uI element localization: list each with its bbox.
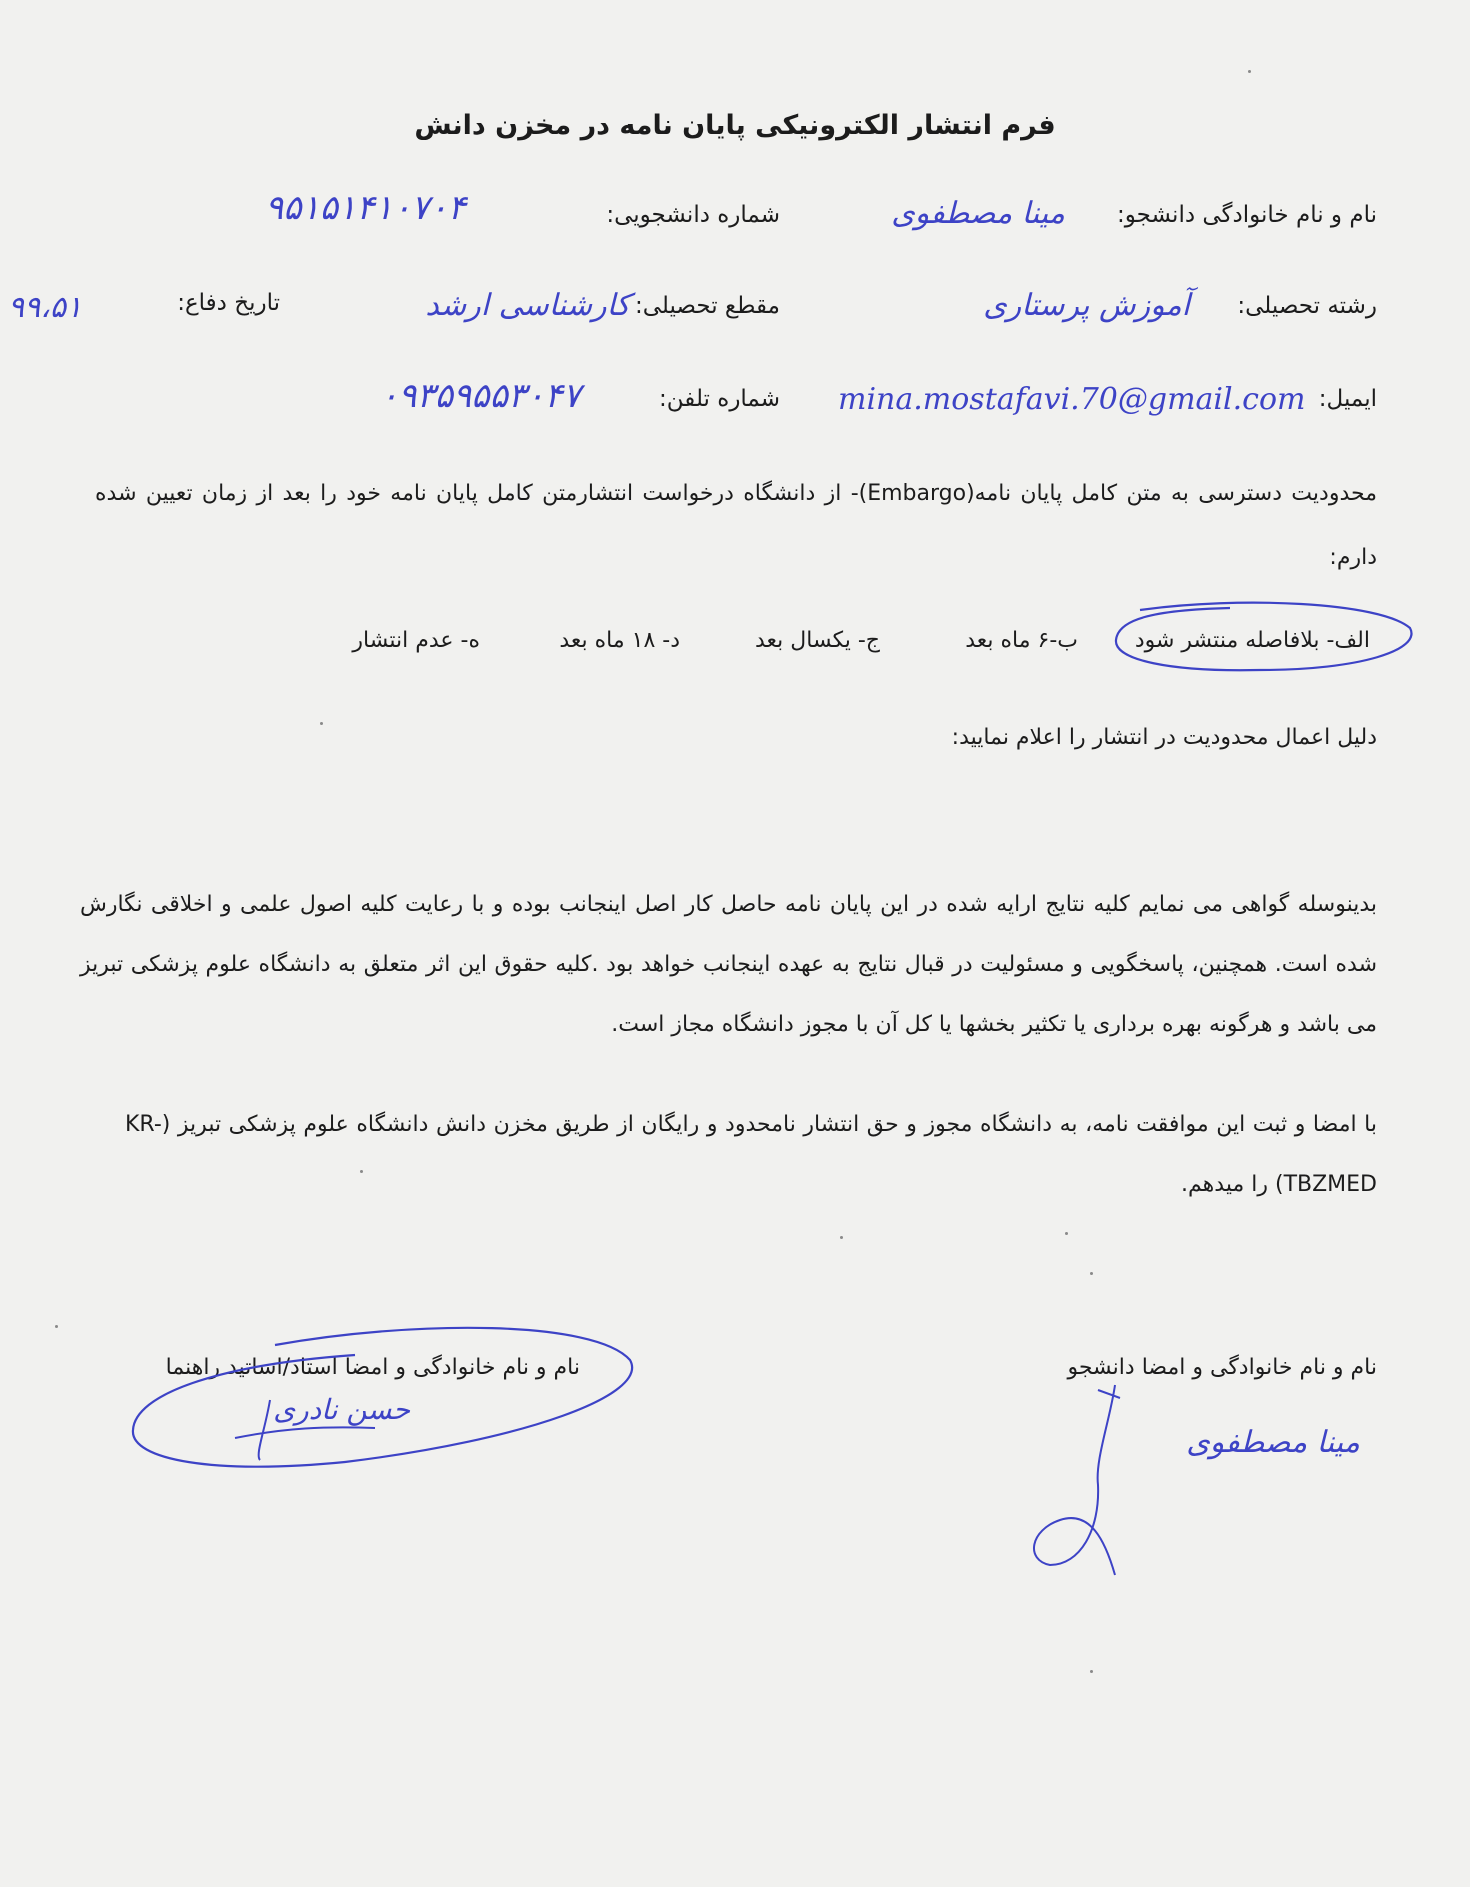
defense-date-value: ۹۹،۵۱ bbox=[8, 290, 83, 325]
student-name-field bbox=[1117, 202, 1377, 228]
student-signature-label: نام و نام خانوادگی و امضا دانشجو bbox=[1067, 1355, 1377, 1380]
degree-label: مقطع تحصیلی: bbox=[634, 293, 780, 319]
degree-value: کارشناسی ارشد bbox=[425, 288, 630, 323]
email-value: mina.mostafavi.70@gmail.com bbox=[838, 382, 1306, 417]
embargo-option-e[interactable]: ه- عدم انتشار bbox=[352, 628, 480, 653]
major-value: آموزش پرستاری bbox=[983, 288, 1190, 323]
embargo-text: محدودیت دسترسی به متن کامل پایان نامه(Embargo)- از دانشگاه درخواست انتشارمتن کامل پایان نامه خود را بعد از زمان تعیین شده دارم: bbox=[95, 481, 1377, 570]
advisor-signature-label: نام و نام خانوادگی و امضا استاد/اساتید راهنما bbox=[165, 1355, 580, 1380]
student-signature-name: مینا مصطفوی bbox=[1186, 1425, 1360, 1460]
form-title: فرم انتشار الکترونیکی پایان نامه در مخزن دانش bbox=[414, 110, 1056, 141]
embargo-option-c[interactable]: ج- یکسال بعد bbox=[755, 628, 880, 653]
major-label: رشته تحصیلی: bbox=[1237, 293, 1377, 319]
advisor-signature-circle bbox=[125, 1320, 645, 1480]
email-label: ایمیل: bbox=[1318, 386, 1377, 412]
student-signature-scribble bbox=[1020, 1380, 1160, 1580]
phone-label: شماره تلفن: bbox=[659, 386, 780, 412]
student-name-value: مینا مصطفوی bbox=[891, 196, 1065, 231]
student-number-value: ۹۵۱۵۱۴۱۰۷۰۴ bbox=[265, 188, 466, 228]
embargo-reason-label: دلیل اعمال محدودیت در انتشار را اعلام نمایید: bbox=[951, 725, 1377, 750]
embargo-option-a[interactable]: الف- بلافاصله منتشر شود bbox=[1134, 628, 1370, 653]
embargo-option-b[interactable]: ب-۶ ماه بعد bbox=[965, 628, 1078, 653]
selected-option-circle bbox=[1110, 600, 1415, 675]
student-number-label: شماره دانشجویی: bbox=[606, 202, 780, 228]
consent-text: با امضا و ثبت این موافقت نامه، به دانشگاه مجوز و حق انتشار نامحدود و رایگان از طریق مخزن دانش دانشگاه علوم پزشکی تبریز (KR-TBZMED) را میدهم. bbox=[125, 1112, 1377, 1197]
student-name-label: نام و نام خانوادگی دانشجو: bbox=[1117, 202, 1377, 228]
phone-value: ۰۹۳۵۹۵۵۳۰۴۷ bbox=[380, 376, 581, 416]
defense-date-label: تاریخ دفاع: bbox=[177, 290, 280, 316]
embargo-option-d[interactable]: د- ۱۸ ماه بعد bbox=[559, 628, 680, 653]
advisor-signature-name: حسن نادری bbox=[273, 1393, 410, 1426]
certification-text: بدینوسله گواهی می نمایم کلیه نتایج ارایه شده در این پایان نامه حاصل کار اصل اینجانب بوده و با رعایت کلیه اصول علمی و اخلاقی نگارش شده است. همچنین، پاسخگویی و مسئولیت در قبال نتایج به عهده اینجانب خواهد بود .کلیه حقوق این اثر متعلق به دانشگاه علوم پزشکی تبریز می باشد و هرگونه بهره برداری یا تکثیر بخشها یا کل آن با مجوز دانشگاه مجاز است. bbox=[80, 892, 1377, 1037]
